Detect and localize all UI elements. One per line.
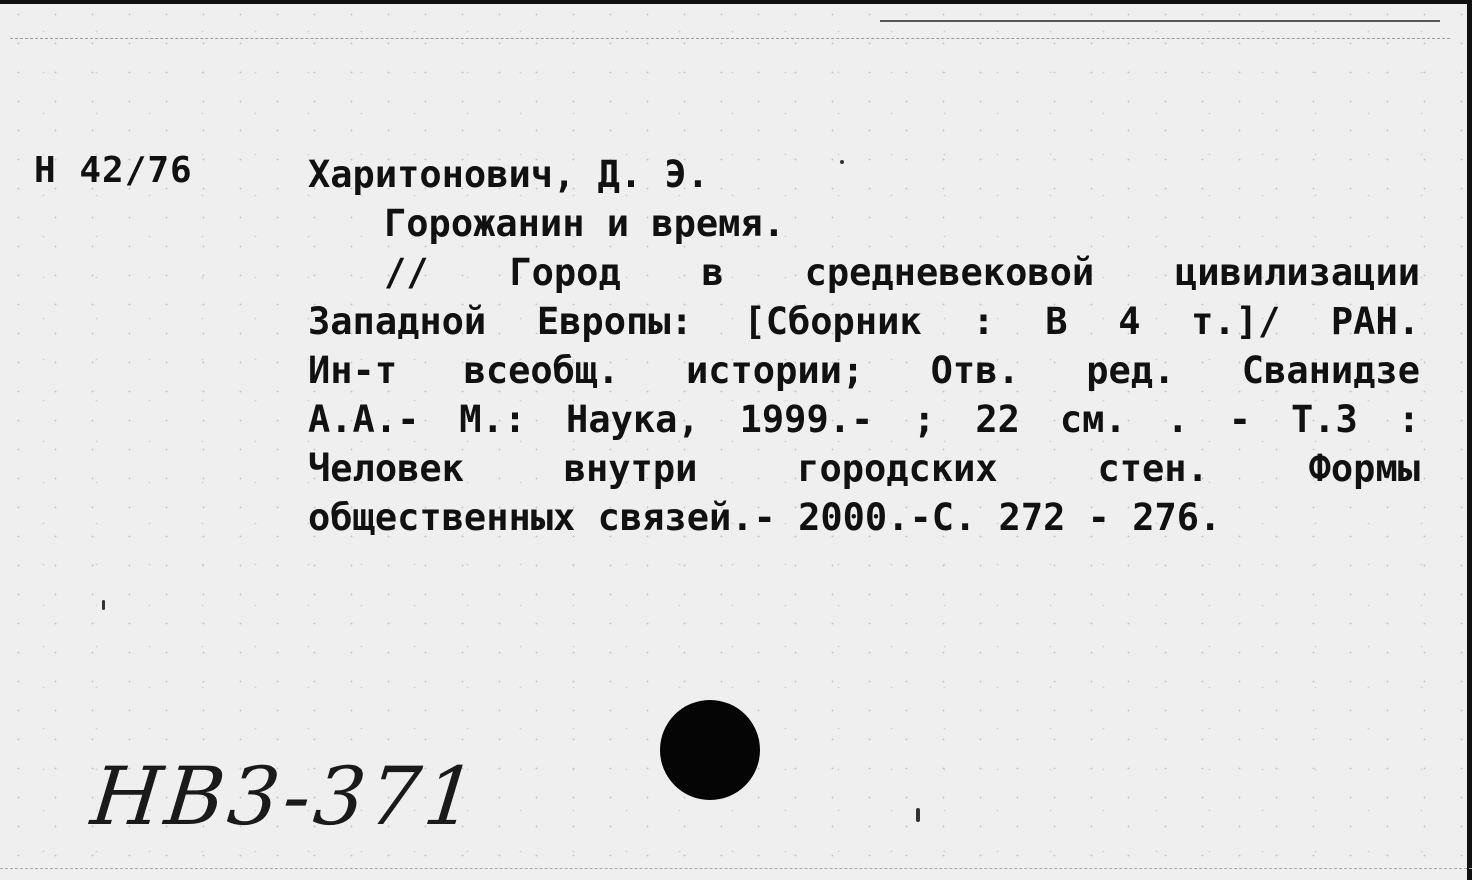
entry-line: Человек внутри городских стен. Формы bbox=[308, 447, 1420, 490]
entry-line: Западной Европы: [Сборник : В 4 т.]/ РАН. bbox=[308, 300, 1420, 343]
author-line: Харитонович, Д. Э. bbox=[308, 153, 709, 196]
shelfmark: Н 42/76 bbox=[34, 150, 193, 191]
printed-rule bbox=[880, 20, 1440, 22]
title-line: Горожанин и время. bbox=[384, 202, 785, 245]
bibliographic-entry bbox=[308, 150, 1420, 542]
handwritten-inventory-number: НВ3-371 bbox=[87, 750, 485, 843]
ink-speck bbox=[840, 160, 844, 164]
entry-line: Ин-т всеобщ. истории; Отв. ред. Сванидзе bbox=[308, 349, 1420, 392]
card-top-edge bbox=[0, 0, 1472, 4]
punch-hole bbox=[660, 700, 760, 800]
ink-speck bbox=[102, 600, 105, 610]
card-right-edge bbox=[1467, 0, 1472, 880]
scan-line bbox=[10, 38, 1450, 39]
scan-line-bottom bbox=[0, 868, 1472, 869]
ink-speck bbox=[916, 808, 920, 822]
entry-line: А.А.- М.: Наука, 1999.- ; 22 см. . - Т.3 : bbox=[308, 398, 1420, 441]
entry-line: общественных связей.- 2000.-С. 272 - 276. bbox=[308, 496, 1222, 539]
entry-line: // Город в средневековой цивилизации bbox=[384, 251, 1420, 294]
